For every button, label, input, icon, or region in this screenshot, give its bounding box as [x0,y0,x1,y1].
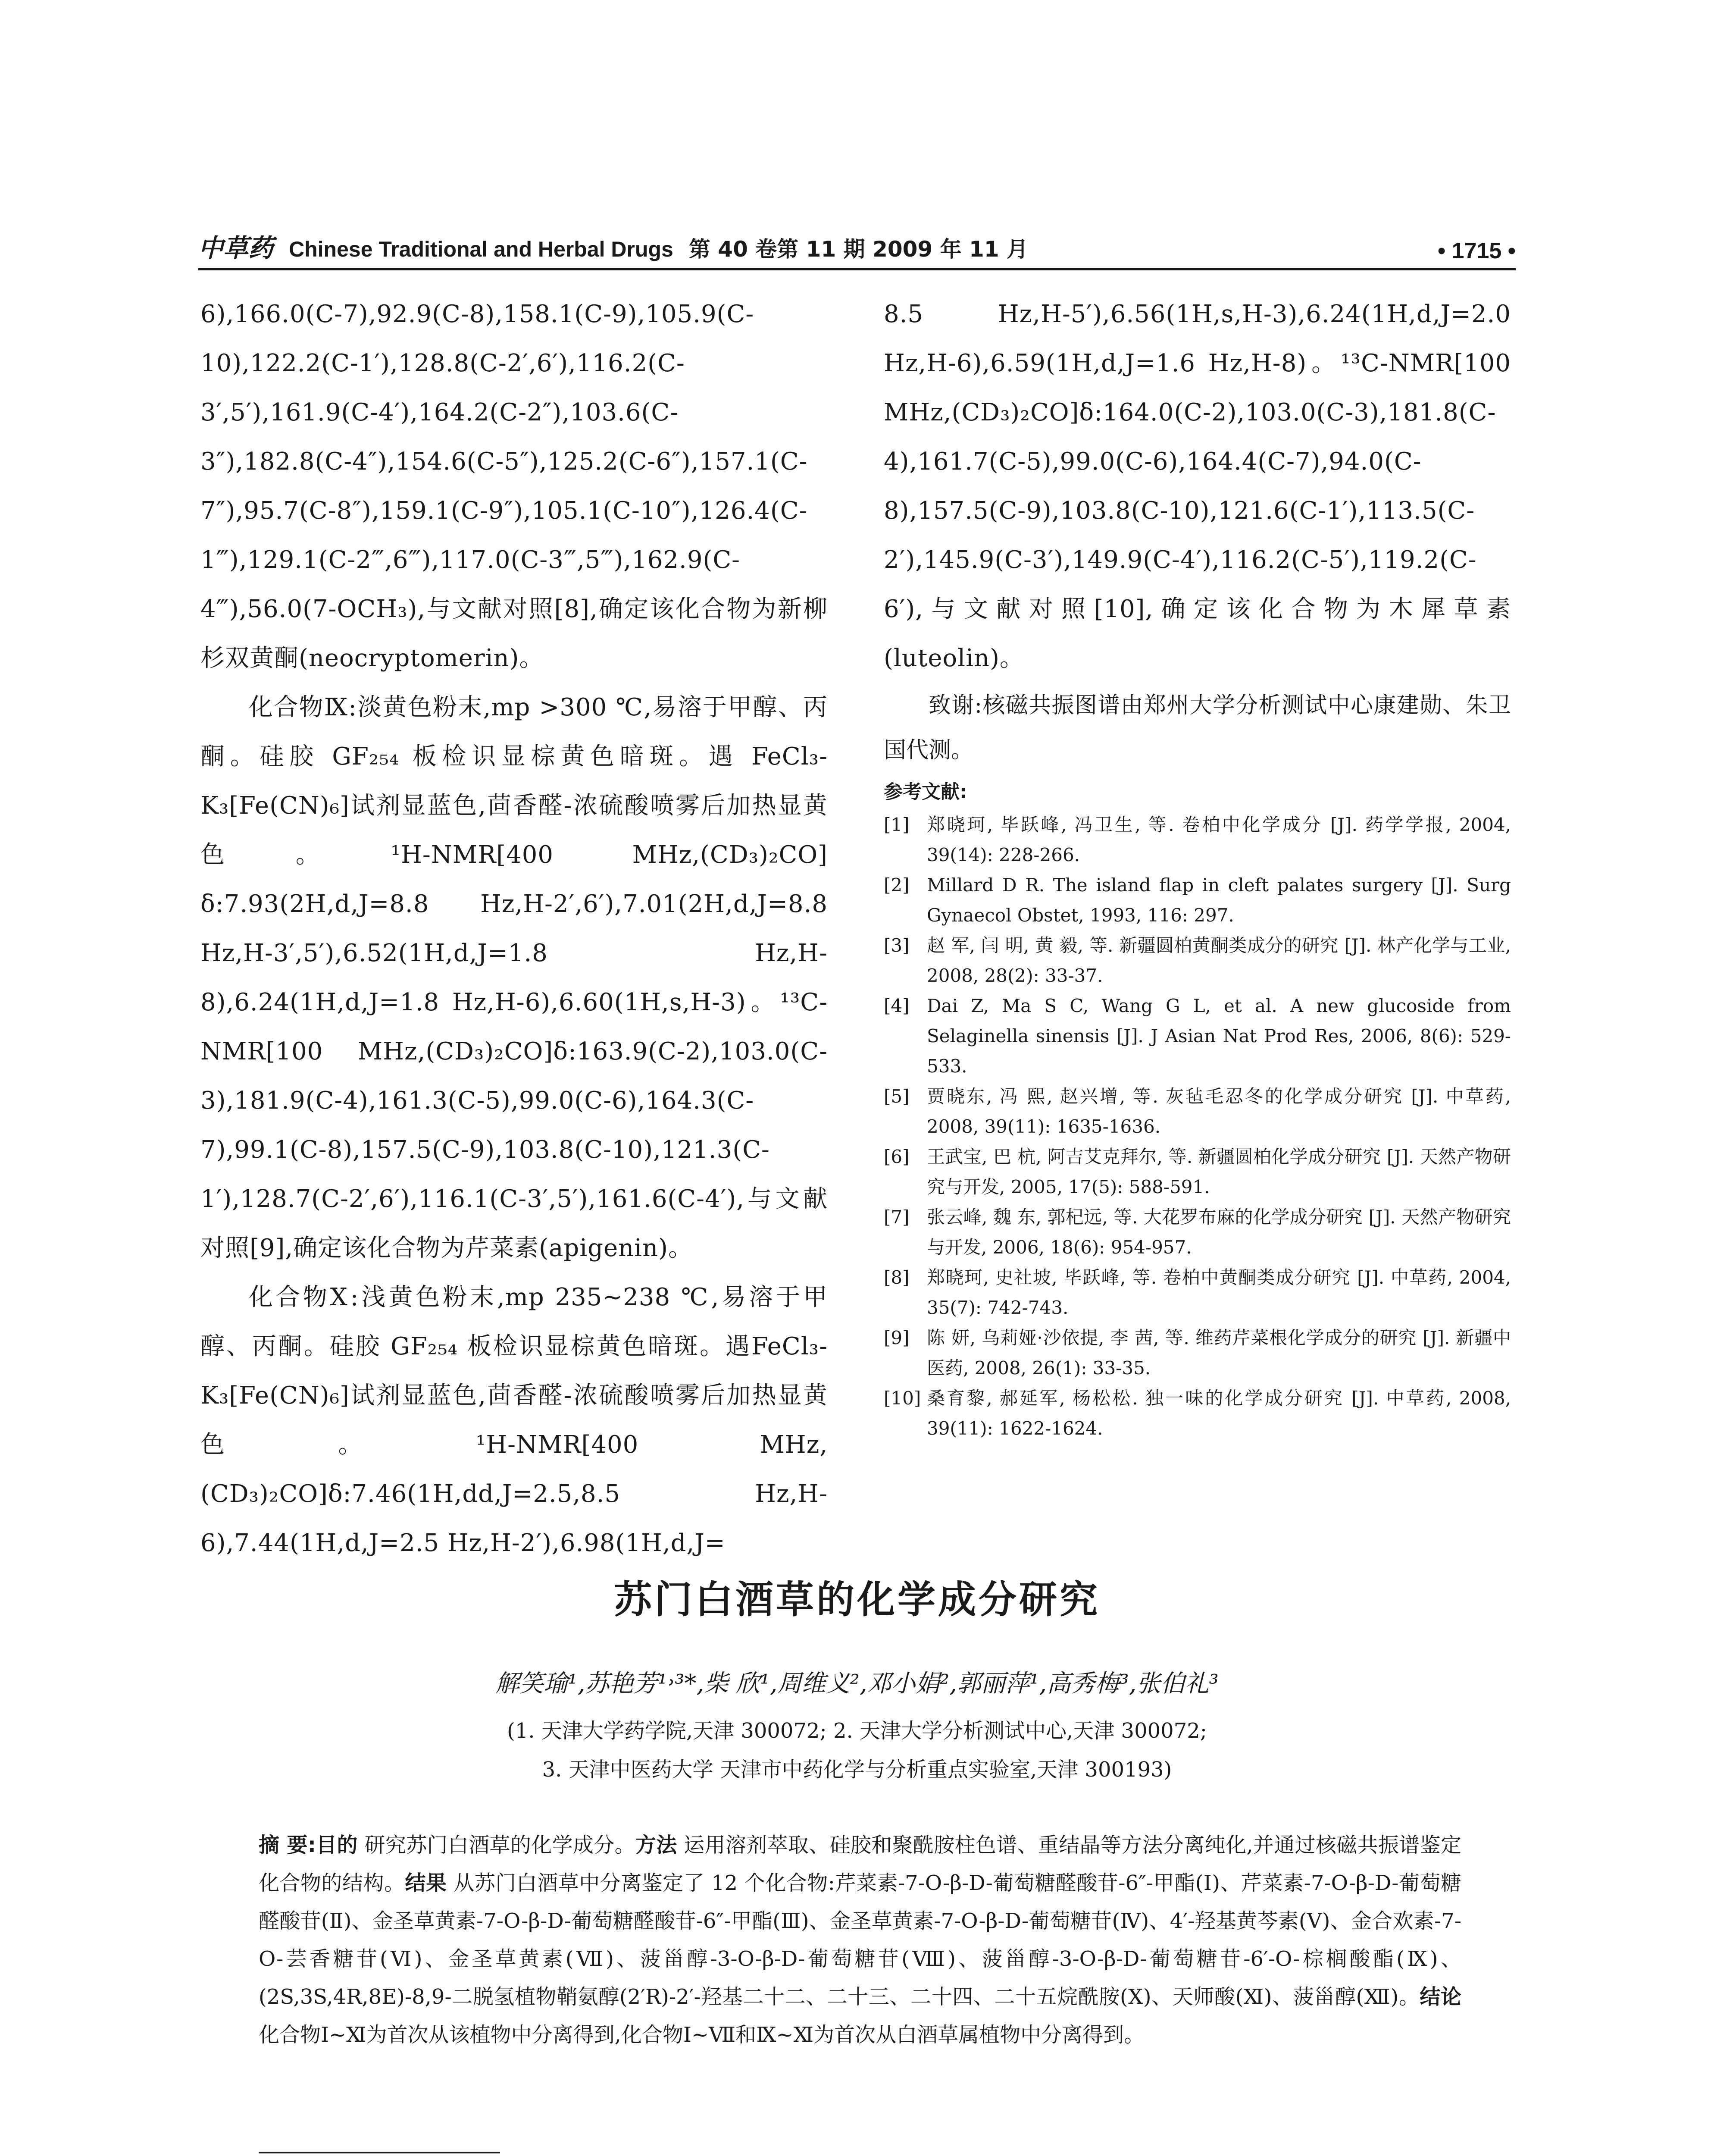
reference-number: [5] [884,1086,910,1107]
compound-10-continued: 8.5 Hz,H-5′),6.56(1H,s,H-3),6.24(1H,d,J=2.0 Hz,H-6),6.59(1H,d,J=1.6 Hz,H-8)。¹³C-NMR[100 MHz,(CD₃)₂CO]δ:164.0(C-2),103.0(C-3),181.8(C-4),161.7(C-5),99.0(C-6),164.4(C-7),94.0(C-8),157.5(C-9),103.8(C-10),121.6(C-1′),113.5(C-2′),145.9(C-3′),149.9(C-4′),116.2(C-5′),119.2(C-6′),与文献对照[10],确定该化合物为木犀草素(luteolin)。 [884,300,1511,672]
reference-text: 陈 妍, 乌莉娅·沙依提, 李 茜, 等. 维药芹菜根化学成分的研究 [J]. 新疆中医药, 2008, 26(1): 33-35. [927,1327,1511,1379]
purpose-label: 目的 [316,1833,358,1857]
reference-list [884,810,1511,1444]
reference-text: 郑晓珂, 史社坡, 毕跃峰, 等. 卷柏中黄酮类成分研究 [J]. 中草药, 2004, 35(7): 742-743. [927,1267,1511,1318]
reference-item [884,870,1511,931]
purpose-text: 研究苏门白酒草的化学成分。 [357,1833,635,1857]
result-label: 结果 [405,1871,447,1895]
reference-number: [8] [884,1267,910,1288]
reference-text: Millard D R. The island flap in cleft palates surgery [J]. Surg Gynaecol Obstet, 1993, 116: 297. [927,874,1511,926]
affiliation-line-1: (1. 天津大学药学院,天津 300072; 2. 天津大学分析测试中心,天津 300072; [507,1719,1207,1743]
method-text: 运用溶剂萃取、硅胶和聚酰胺柱色谱、重结晶等方法分离纯化,并通过核磁共振谱鉴定化合物的结构。 [259,1833,1461,1895]
page-number: • 1715 • [1438,238,1516,263]
reference-text: 赵 军, 闫 明, 黄 毅, 等. 新疆圆柏黄酮类成分的研究 [J]. 林产化学与工业, 2008, 28(2): 33-37. [927,935,1511,986]
reference-number: [7] [884,1206,910,1228]
reference-item [884,1383,1511,1444]
affiliation-line-2: 3. 天津中医药大学 天津市中药化学与分析重点实验室,天津 300193) [542,1758,1172,1782]
reference-number: [2] [884,874,910,896]
result-text: 从苏门白酒草中分离鉴定了 12 个化合物:芹菜素-7-O-β-D-葡萄糖醛酸苷-6″-甲酯(Ⅰ)、芹菜素-7-O-β-D-葡萄糖醛酸苷(Ⅱ)、金圣草黄素-7-O-β-D-葡萄糖醛酸苷-6″-甲酯(Ⅲ)、金圣草黄素-7-O-β-D-葡萄糖苷(Ⅳ)、4′-羟基黄芩素(Ⅴ)、金合欢素-7-O-芸香糖苷(Ⅵ)、金圣草黄素(Ⅶ)、菠甾醇-3-O-β-D-葡萄糖苷(Ⅷ)、菠甾醇-3-O-β-D-葡萄糖苷-6′-O-棕榈酸酯(Ⅸ)、(2S,3S,4R,8E)-8,9-二脱氢植物鞘氨醇(2′R)-2′-羟基二十二、二十三、二十四、二十五烷酰胺(Ⅹ)、天师酸(Ⅺ)、菠甾醇(Ⅻ)。 [259,1871,1461,2009]
reference-number: [6] [884,1146,910,1167]
issue-info: 第 40 卷第 11 期 2009 年 11 月 [688,237,1029,262]
reference-text: Dai Z, Ma S C, Wang G L, et al. A new glucoside from Selaginella sinensis [J]. J Asian Nat Prod Res, 2006, 8(6): 529-533. [927,995,1511,1077]
reference-text: 贾晓东, 冯 熙, 赵兴增, 等. 灰毡毛忍冬的化学成分研究 [J]. 中草药, 2008, 39(11): 1635-1636. [927,1086,1511,1137]
reference-item [884,1202,1511,1263]
right-column [884,290,1511,1444]
reference-number: [9] [884,1327,910,1348]
reference-number: [4] [884,995,910,1016]
conclusion-text: 化合物Ⅰ~Ⅺ为首次从该植物中分离得到,化合物Ⅰ~Ⅶ和Ⅸ~Ⅺ为首次从白酒草属植物中分离得到。 [259,2023,1145,2047]
method-label: 方法 [635,1833,677,1857]
footnote-rule [259,2152,500,2153]
reference-text: 桑育黎, 郝延军, 杨松松. 独一味的化学成分研究 [J]. 中草药, 2008, 39(11): 1622-1624. [927,1388,1511,1439]
reference-item [884,1081,1511,1142]
reference-item [884,810,1511,870]
compound-9-paragraph: 化合物Ⅸ:淡黄色粉末,mp >300 ℃,易溶于甲醇、丙酮。硅胶 GF₂₅₄ 板检识显棕黄色暗斑。遇 FeCl₃-K₃[Fe(CN)₆]试剂显蓝色,茴香醛-浓硫酸喷雾后加热显黄色。¹H-NMR[400 MHz,(CD₃)₂CO] δ:7.93(2H,d,J=8.8 Hz,H-2′,6′),7.01(2H,d,J=8.8 Hz,H-3′,5′),6.52(1H,d,J=1.8 Hz,H-8),6.24(1H,d,J=1.8 Hz,H-6),6.60(1H,s,H-3)。¹³C-NMR[100 MHz,(CD₃)₂CO]δ:163.9(C-2),103.0(C-3),181.9(C-4),161.3(C-5),99.0(C-6),164.3(C-7),99.1(C-8),157.5(C-9),103.8(C-10),121.3(C-1′),128.7(C-2′,6′),116.1(C-3′,5′),161.6(C-4′),与文献对照[9],确定该化合物为芹菜素(apigenin)。 [200,693,828,1262]
reference-item [884,1323,1511,1383]
left-column [200,290,828,1568]
journal-name-cn: 中草药 [198,233,274,263]
reference-item [884,1263,1511,1323]
reference-item [884,931,1511,991]
article-authors: 解笑瑜¹,苏艳芳¹˒³*,柴 欣¹,周维义²,邓小娟²,郭丽萍¹,高秀梅³,张伯礼³ [495,1670,1219,1698]
reference-text: 张云峰, 魏 东, 郭杞远, 等. 大花罗布麻的化学成分研究 [J]. 天然产物研究与开发, 2006, 18(6): 954-957. [927,1206,1511,1258]
reference-number: [10] [884,1388,921,1409]
reference-item [884,1142,1511,1202]
compound-10-paragraph: 化合物Ⅹ:浅黄色粉末,mp 235~238 ℃,易溶于甲醇、丙酮。硅胶 GF₂₅₄ 板检识显棕黄色暗斑。遇FeCl₃-K₃[Fe(CN)₆]试剂显蓝色,茴香醛-浓硫酸喷雾后加热显黄色。¹H-NMR[400 MHz,(CD₃)₂CO]δ:7.46(1H,dd,J=2.5,8.5 Hz,H-6),7.44(1H,d,J=2.5 Hz,H-2′),6.98(1H,d,J= [200,1283,828,1557]
abstract [259,1826,1461,2054]
running-header [198,224,1516,264]
reference-item [884,991,1511,1081]
acknowledgement: 致谢:核磁共振图谱由郑州大学分析测试中心康建勋、朱卫国代测。 [884,693,1511,763]
article-title: 苏门白酒草的化学成分研究 [613,1577,1100,1622]
abstract-label: 摘 要: [259,1833,316,1857]
reference-number: [3] [884,935,910,956]
compound-8-continued: 6),166.0(C-7),92.9(C-8),158.1(C-9),105.9(C-10),122.2(C-1′),128.8(C-2′,6′),116.2(C-3′,5′),161.9(C-4′),164.2(C-2″),103.6(C-3″),182.8(C-4″),154.6(C-5″),125.2(C-6″),157.1(C-7″),95.7(C-8″),159.1(C-9″),105.1(C-10″),126.4(C-1‴),129.1(C-2‴,6‴),117.0(C-3‴,5‴),162.9(C-4‴),56.0(7-OCH₃),与文献对照[8],确定该化合物为新柳杉双黄酮(neocryptomerin)。 [200,300,828,672]
references-heading: 参考文献: [884,781,967,803]
conclusion-label: 结论 [1420,1985,1461,2009]
reference-text: 郑晓珂, 毕跃峰, 冯卫生, 等. 卷柏中化学成分 [J]. 药学学报, 2004, 39(14): 228-266. [927,814,1511,865]
journal-name-en: Chinese Traditional and Herbal Drugs [289,237,673,261]
header-rule [198,268,1516,270]
reference-number: [1] [884,814,910,835]
reference-text: 王武宝, 巴 杭, 阿吉艾克拜尔, 等. 新疆圆柏化学成分研究 [J]. 天然产物研究与开发, 2005, 17(5): 588-591. [927,1146,1511,1197]
